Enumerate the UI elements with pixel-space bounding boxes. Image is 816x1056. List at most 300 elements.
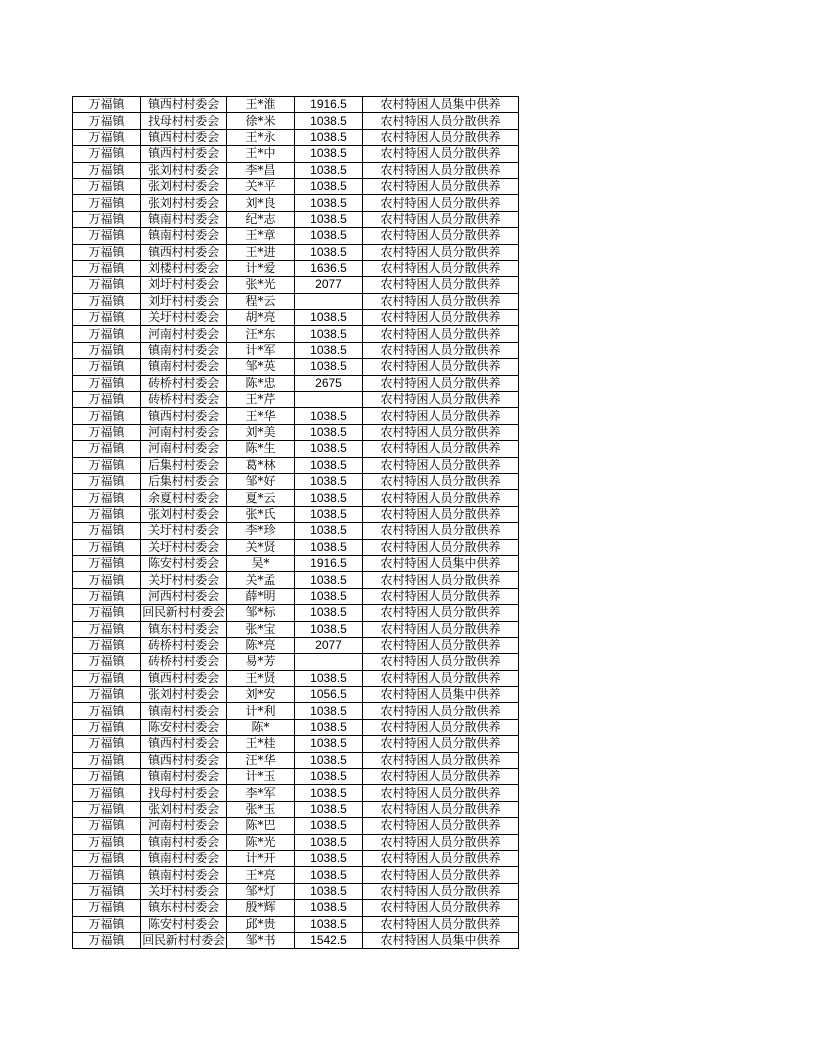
support-type-cell[interactable]: 农村特困人员分散供养	[363, 228, 519, 244]
town-cell[interactable]: 万福镇	[73, 555, 141, 571]
table-row	[73, 621, 519, 637]
name-cell[interactable]: 王*亮	[227, 867, 295, 883]
amount-cell[interactable]: 1038.5	[295, 900, 363, 916]
name-cell[interactable]: 王*华	[227, 408, 295, 424]
name-cell[interactable]: 陈*亮	[227, 637, 295, 653]
support-type-cell[interactable]: 农村特困人员集中供养	[363, 687, 519, 703]
table-row	[73, 195, 519, 211]
village-cell[interactable]: 镇西村村委会	[141, 670, 227, 686]
support-type-cell[interactable]: 农村特困人员分散供养	[363, 736, 519, 752]
amount-cell[interactable]: 1038.5	[295, 539, 363, 555]
amount-cell[interactable]: 1038.5	[295, 178, 363, 194]
name-cell[interactable]: 陈*	[227, 719, 295, 735]
support-type-cell[interactable]: 农村特困人员分散供养	[363, 572, 519, 588]
town-cell[interactable]: 万福镇	[73, 424, 141, 440]
name-cell[interactable]: 邹*标	[227, 605, 295, 621]
village-cell[interactable]: 张刘村村委会	[141, 162, 227, 178]
amount-cell[interactable]: 1038.5	[295, 785, 363, 801]
name-cell[interactable]: 葛*林	[227, 457, 295, 473]
name-cell[interactable]: 关*孟	[227, 572, 295, 588]
table-row	[73, 834, 519, 850]
village-cell[interactable]: 张刘村村委会	[141, 178, 227, 194]
village-cell[interactable]: 镇西村村委会	[141, 97, 227, 113]
town-cell[interactable]: 万福镇	[73, 162, 141, 178]
support-type-cell[interactable]: 农村特困人员分散供养	[363, 670, 519, 686]
amount-cell[interactable]: 1038.5	[295, 850, 363, 866]
name-cell[interactable]: 李*昌	[227, 162, 295, 178]
town-cell[interactable]: 万福镇	[73, 850, 141, 866]
support-type-cell[interactable]: 农村特困人员分散供养	[363, 162, 519, 178]
amount-cell[interactable]: 2077	[295, 277, 363, 293]
village-cell[interactable]: 陈安村村委会	[141, 916, 227, 932]
village-cell[interactable]: 刘楼村村委会	[141, 260, 227, 276]
village-cell[interactable]: 张刘村村委会	[141, 801, 227, 817]
amount-cell[interactable]: 1038.5	[295, 441, 363, 457]
table-row	[73, 473, 519, 489]
amount-cell[interactable]: 1038.5	[295, 408, 363, 424]
table-row	[73, 752, 519, 768]
village-cell[interactable]: 河西村村委会	[141, 588, 227, 604]
support-type-cell[interactable]: 农村特困人员分散供养	[363, 605, 519, 621]
amount-cell[interactable]: 1038.5	[295, 670, 363, 686]
table-row	[73, 785, 519, 801]
town-cell[interactable]: 万福镇	[73, 932, 141, 948]
town-cell[interactable]: 万福镇	[73, 277, 141, 293]
table-row	[73, 588, 519, 604]
amount-cell[interactable]: 1636.5	[295, 260, 363, 276]
amount-cell[interactable]: 1038.5	[295, 621, 363, 637]
town-cell[interactable]: 万福镇	[73, 637, 141, 653]
name-cell[interactable]: 邹*灯	[227, 883, 295, 899]
village-cell[interactable]: 陈安村村委会	[141, 555, 227, 571]
support-type-cell[interactable]: 农村特困人员分散供养	[363, 195, 519, 211]
table-row	[73, 867, 519, 883]
table-row	[73, 850, 519, 866]
amount-cell[interactable]: 1056.5	[295, 687, 363, 703]
amount-cell[interactable]: 1038.5	[295, 605, 363, 621]
town-cell[interactable]: 万福镇	[73, 769, 141, 785]
table-row	[73, 392, 519, 408]
support-type-cell[interactable]: 农村特困人员分散供养	[363, 752, 519, 768]
town-cell[interactable]: 万福镇	[73, 146, 141, 162]
amount-cell[interactable]: 1038.5	[295, 211, 363, 227]
town-cell[interactable]: 万福镇	[73, 244, 141, 260]
town-cell[interactable]: 万福镇	[73, 539, 141, 555]
village-cell[interactable]: 砖桥村村委会	[141, 375, 227, 391]
village-cell[interactable]: 河南村村委会	[141, 326, 227, 342]
name-cell[interactable]: 张*氏	[227, 506, 295, 522]
table-row	[73, 244, 519, 260]
village-cell[interactable]: 张刘村村委会	[141, 687, 227, 703]
name-cell[interactable]: 王*永	[227, 129, 295, 145]
support-type-cell[interactable]: 农村特困人员分散供养	[363, 719, 519, 735]
amount-cell[interactable]: 1038.5	[295, 228, 363, 244]
town-cell[interactable]: 万福镇	[73, 392, 141, 408]
table-row	[73, 883, 519, 899]
name-cell[interactable]: 计*利	[227, 703, 295, 719]
town-cell[interactable]: 万福镇	[73, 605, 141, 621]
table-row	[73, 97, 519, 113]
town-cell[interactable]: 万福镇	[73, 801, 141, 817]
table-row	[73, 146, 519, 162]
support-type-cell[interactable]: 农村特困人员分散供养	[363, 310, 519, 326]
table-row	[73, 326, 519, 342]
town-cell[interactable]: 万福镇	[73, 260, 141, 276]
table-row	[73, 211, 519, 227]
amount-cell[interactable]: 1038.5	[295, 719, 363, 735]
name-cell[interactable]: 刘*良	[227, 195, 295, 211]
village-cell[interactable]: 回民新村村委会	[142, 933, 225, 948]
support-type-cell[interactable]: 农村特困人员分散供养	[363, 342, 519, 358]
amount-cell[interactable]: 1038.5	[295, 490, 363, 506]
amount-cell[interactable]	[295, 293, 363, 309]
town-cell[interactable]: 万福镇	[73, 654, 141, 670]
support-type-cell[interactable]: 农村特困人员分散供养	[363, 408, 519, 424]
village-cell[interactable]: 关圩村村委会	[141, 883, 227, 899]
support-type-cell[interactable]: 农村特困人员分散供养	[363, 523, 519, 539]
town-cell[interactable]: 万福镇	[73, 310, 141, 326]
support-type-cell[interactable]: 农村特困人员分散供养	[363, 850, 519, 866]
amount-cell[interactable]: 1916.5	[295, 97, 363, 113]
name-cell[interactable]: 汪*东	[227, 326, 295, 342]
support-type-cell[interactable]: 农村特困人员分散供养	[363, 867, 519, 883]
village-cell[interactable]: 镇西村村委会	[141, 146, 227, 162]
town-cell[interactable]: 万福镇	[73, 572, 141, 588]
support-type-cell[interactable]: 农村特困人员分散供养	[363, 588, 519, 604]
table-row	[73, 359, 519, 375]
town-cell[interactable]: 万福镇	[73, 457, 141, 473]
table-row	[73, 637, 519, 653]
support-type-cell[interactable]: 农村特困人员分散供养	[363, 703, 519, 719]
village-cell[interactable]: 镇西村村委会	[141, 408, 227, 424]
support-type-cell[interactable]: 农村特困人员分散供养	[363, 260, 519, 276]
table-row	[73, 539, 519, 555]
support-type-cell[interactable]: 农村特困人员分散供养	[363, 916, 519, 932]
amount-cell[interactable]: 1038.5	[295, 342, 363, 358]
village-cell[interactable]: 刘圩村村委会	[141, 293, 227, 309]
name-cell[interactable]: 王*淮	[227, 97, 295, 113]
amount-cell[interactable]: 2675	[295, 375, 363, 391]
town-cell[interactable]: 万福镇	[73, 178, 141, 194]
village-cell[interactable]: 镇西村村委会	[141, 244, 227, 260]
amount-cell[interactable]: 1038.5	[295, 834, 363, 850]
town-cell[interactable]: 万福镇	[73, 441, 141, 457]
town-cell[interactable]: 万福镇	[73, 818, 141, 834]
name-cell[interactable]: 薛*明	[227, 588, 295, 604]
support-type-cell[interactable]: 农村特困人员分散供养	[363, 785, 519, 801]
support-type-cell[interactable]: 农村特困人员分散供养	[363, 654, 519, 670]
support-type-cell[interactable]: 农村特困人员分散供养	[363, 129, 519, 145]
village-cell[interactable]: 镇东村村委会	[141, 621, 227, 637]
amount-cell[interactable]: 1038.5	[295, 359, 363, 375]
support-type-cell[interactable]: 农村特困人员分散供养	[363, 211, 519, 227]
village-cell[interactable]: 镇南村村委会	[141, 850, 227, 866]
name-cell[interactable]: 王*桂	[227, 736, 295, 752]
support-type-cell[interactable]: 农村特困人员分散供养	[363, 818, 519, 834]
village-cell[interactable]: 镇南村村委会	[141, 867, 227, 883]
name-cell[interactable]: 关*贤	[227, 539, 295, 555]
support-type-cell[interactable]: 农村特困人员分散供养	[363, 506, 519, 522]
village-cell[interactable]: 镇东村村委会	[141, 900, 227, 916]
support-type-cell[interactable]: 农村特困人员分散供养	[363, 473, 519, 489]
name-cell[interactable]: 计*玉	[227, 769, 295, 785]
village-cell[interactable]: 镇南村村委会	[141, 211, 227, 227]
amount-cell[interactable]: 1038.5	[295, 916, 363, 932]
support-type-cell[interactable]: 农村特困人员分散供养	[363, 900, 519, 916]
support-type-cell[interactable]: 农村特困人员分散供养	[363, 637, 519, 653]
village-cell[interactable]: 镇南村村委会	[141, 359, 227, 375]
table-row	[73, 769, 519, 785]
name-cell[interactable]: 张*玉	[227, 801, 295, 817]
support-type-cell[interactable]: 农村特困人员分散供养	[363, 834, 519, 850]
village-cell[interactable]: 砖桥村村委会	[141, 654, 227, 670]
village-cell[interactable]: 关圩村村委会	[141, 539, 227, 555]
town-cell[interactable]: 万福镇	[73, 523, 141, 539]
name-cell[interactable]: 陈*光	[227, 834, 295, 850]
village-cell[interactable]: 张刘村村委会	[141, 506, 227, 522]
amount-cell[interactable]	[295, 654, 363, 670]
amount-cell[interactable]: 1038.5	[295, 818, 363, 834]
table-row	[73, 801, 519, 817]
town-cell[interactable]: 万福镇	[73, 506, 141, 522]
name-cell[interactable]: 夏*云	[227, 490, 295, 506]
town-cell[interactable]: 万福镇	[73, 326, 141, 342]
town-cell[interactable]: 万福镇	[73, 408, 141, 424]
table-row	[73, 228, 519, 244]
village-cell[interactable]: 镇南村村委会	[141, 228, 227, 244]
village-cell[interactable]: 刘圩村村委会	[141, 277, 227, 293]
name-cell[interactable]: 刘*美	[227, 424, 295, 440]
amount-cell[interactable]: 1038.5	[295, 867, 363, 883]
amount-cell[interactable]: 1038.5	[295, 752, 363, 768]
town-cell[interactable]: 万福镇	[73, 916, 141, 932]
table-row	[73, 719, 519, 735]
support-type-cell[interactable]: 农村特困人员分散供养	[363, 326, 519, 342]
village-cell[interactable]: 张刘村村委会	[141, 195, 227, 211]
town-cell[interactable]: 万福镇	[73, 113, 141, 129]
village-cell[interactable]: 镇南村村委会	[141, 834, 227, 850]
table-row	[73, 932, 519, 948]
village-cell[interactable]: 关圩村村委会	[141, 523, 227, 539]
name-cell[interactable]: 李*珍	[227, 523, 295, 539]
table-row	[73, 506, 519, 522]
name-cell[interactable]: 程*云	[227, 293, 295, 309]
town-cell[interactable]: 万福镇	[73, 473, 141, 489]
amount-cell[interactable]: 1038.5	[295, 572, 363, 588]
amount-cell[interactable]: 1038.5	[295, 326, 363, 342]
support-type-cell[interactable]: 农村特困人员分散供养	[363, 769, 519, 785]
name-cell[interactable]: 邱*贵	[227, 916, 295, 932]
village-cell[interactable]: 镇南村村委会	[141, 342, 227, 358]
amount-cell[interactable]: 1038.5	[295, 244, 363, 260]
amount-cell[interactable]: 1038.5	[295, 457, 363, 473]
support-type-cell[interactable]: 农村特困人员分散供养	[363, 375, 519, 391]
name-cell[interactable]: 关*平	[227, 178, 295, 194]
table-row	[73, 523, 519, 539]
town-cell[interactable]: 万福镇	[73, 719, 141, 735]
town-cell[interactable]: 万福镇	[73, 293, 141, 309]
name-cell[interactable]: 计*开	[227, 850, 295, 866]
name-cell[interactable]: 王*进	[227, 244, 295, 260]
name-cell[interactable]: 王*中	[227, 146, 295, 162]
name-cell[interactable]: 吴*	[227, 555, 295, 571]
name-cell[interactable]: 计*爱	[227, 260, 295, 276]
town-cell[interactable]: 万福镇	[73, 867, 141, 883]
town-cell[interactable]: 万福镇	[73, 752, 141, 768]
name-cell[interactable]: 李*军	[227, 785, 295, 801]
town-cell[interactable]: 万福镇	[73, 228, 141, 244]
village-cell[interactable]: 镇西村村委会	[141, 736, 227, 752]
support-type-cell[interactable]: 农村特困人员分散供养	[363, 359, 519, 375]
town-cell[interactable]: 万福镇	[73, 211, 141, 227]
name-cell[interactable]: 张*宝	[227, 621, 295, 637]
amount-cell[interactable]: 1038.5	[295, 769, 363, 785]
support-type-cell[interactable]: 农村特困人员分散供养	[363, 178, 519, 194]
village-cell[interactable]: 找母村村委会	[141, 113, 227, 129]
table-row	[73, 375, 519, 391]
support-type-cell[interactable]: 农村特困人员分散供养	[363, 441, 519, 457]
amount-cell[interactable]: 1038.5	[295, 129, 363, 145]
amount-cell[interactable]: 1916.5	[295, 555, 363, 571]
support-type-cell[interactable]: 农村特困人员分散供养	[363, 113, 519, 129]
village-cell[interactable]: 砖桥村村委会	[141, 637, 227, 653]
village-cell[interactable]: 关圩村村委会	[141, 572, 227, 588]
support-type-cell[interactable]: 农村特困人员分散供养	[363, 883, 519, 899]
table-row	[73, 293, 519, 309]
name-cell[interactable]: 徐*米	[227, 113, 295, 129]
town-cell[interactable]: 万福镇	[73, 687, 141, 703]
name-cell[interactable]: 陈*忠	[227, 375, 295, 391]
name-cell[interactable]: 邹*英	[227, 359, 295, 375]
town-cell[interactable]: 万福镇	[73, 359, 141, 375]
name-cell[interactable]: 纪*志	[227, 211, 295, 227]
amount-cell[interactable]: 1542.5	[295, 932, 363, 948]
amount-cell[interactable]: 1038.5	[295, 146, 363, 162]
amount-cell[interactable]: 1038.5	[295, 736, 363, 752]
name-cell[interactable]: 胡*亮	[227, 310, 295, 326]
support-type-cell[interactable]: 农村特困人员分散供养	[363, 392, 519, 408]
amount-cell[interactable]: 1038.5	[295, 588, 363, 604]
name-cell[interactable]: 张*光	[227, 277, 295, 293]
support-type-cell[interactable]: 农村特困人员分散供养	[363, 539, 519, 555]
town-cell[interactable]: 万福镇	[73, 883, 141, 899]
village-cell[interactable]: 镇南村村委会	[141, 769, 227, 785]
support-type-cell[interactable]: 农村特困人员分散供养	[363, 801, 519, 817]
table-row	[73, 654, 519, 670]
town-cell[interactable]: 万福镇	[73, 736, 141, 752]
table-row	[73, 670, 519, 686]
name-cell[interactable]: 王*芹	[227, 392, 295, 408]
village-cell[interactable]: 镇南村村委会	[141, 703, 227, 719]
table-row	[73, 162, 519, 178]
name-cell[interactable]: 王*贤	[227, 670, 295, 686]
support-type-cell[interactable]: 农村特困人员集中供养	[363, 555, 519, 571]
village-cell[interactable]: 后集村村委会	[141, 457, 227, 473]
table-row	[73, 441, 519, 457]
amount-cell[interactable]: 1038.5	[295, 703, 363, 719]
support-type-cell[interactable]: 农村特困人员分散供养	[363, 277, 519, 293]
support-type-cell[interactable]: 农村特困人员分散供养	[363, 490, 519, 506]
town-cell[interactable]: 万福镇	[73, 129, 141, 145]
town-cell[interactable]: 万福镇	[73, 342, 141, 358]
amount-cell[interactable]: 1038.5	[295, 424, 363, 440]
village-cell[interactable]: 河南村村委会	[141, 818, 227, 834]
town-cell[interactable]: 万福镇	[73, 375, 141, 391]
name-cell[interactable]: 邹*书	[227, 932, 295, 948]
name-cell[interactable]: 王*章	[227, 228, 295, 244]
table-row	[73, 457, 519, 473]
village-cell[interactable]: 回民新村村委会	[142, 605, 225, 620]
amount-cell[interactable]	[295, 392, 363, 408]
amount-cell[interactable]: 1038.5	[295, 195, 363, 211]
town-cell[interactable]: 万福镇	[73, 834, 141, 850]
table-row	[73, 490, 519, 506]
town-cell[interactable]: 万福镇	[73, 490, 141, 506]
amount-cell[interactable]: 2077	[295, 637, 363, 653]
village-cell[interactable]: 镇西村村委会	[141, 752, 227, 768]
town-cell[interactable]: 万福镇	[73, 703, 141, 719]
support-type-cell[interactable]: 农村特困人员分散供养	[363, 424, 519, 440]
town-cell[interactable]: 万福镇	[73, 670, 141, 686]
village-cell[interactable]: 镇西村村委会	[141, 129, 227, 145]
village-cell[interactable]: 关圩村村委会	[141, 310, 227, 326]
table-row	[73, 572, 519, 588]
table-row	[73, 687, 519, 703]
support-type-cell[interactable]: 农村特困人员集中供养	[363, 932, 519, 948]
name-cell[interactable]: 汪*华	[227, 752, 295, 768]
support-type-cell[interactable]: 农村特困人员分散供养	[363, 457, 519, 473]
table-row	[73, 736, 519, 752]
village-cell[interactable]: 后集村村委会	[141, 473, 227, 489]
village-cell[interactable]: 砖桥村村委会	[141, 392, 227, 408]
town-cell[interactable]: 万福镇	[73, 785, 141, 801]
name-cell[interactable]: 殷*辉	[227, 900, 295, 916]
town-cell[interactable]: 万福镇	[73, 900, 141, 916]
village-cell[interactable]: 河南村村委会	[141, 441, 227, 457]
town-cell[interactable]: 万福镇	[73, 195, 141, 211]
amount-cell[interactable]: 1038.5	[295, 801, 363, 817]
town-cell[interactable]: 万福镇	[73, 588, 141, 604]
name-cell[interactable]: 计*军	[227, 342, 295, 358]
name-cell[interactable]: 邹*好	[227, 473, 295, 489]
amount-cell[interactable]: 1038.5	[295, 506, 363, 522]
village-cell[interactable]: 找母村村委会	[141, 785, 227, 801]
support-type-cell[interactable]: 农村特困人员分散供养	[363, 244, 519, 260]
support-type-cell[interactable]: 农村特困人员分散供养	[363, 293, 519, 309]
support-type-cell[interactable]: 农村特困人员集中供养	[363, 97, 519, 113]
table-row	[73, 178, 519, 194]
amount-cell[interactable]: 1038.5	[295, 310, 363, 326]
town-cell[interactable]: 万福镇	[73, 621, 141, 637]
support-type-cell[interactable]: 农村特困人员分散供养	[363, 621, 519, 637]
town-cell[interactable]: 万福镇	[73, 97, 141, 113]
amount-cell[interactable]: 1038.5	[295, 523, 363, 539]
name-cell[interactable]: 易*芳	[227, 654, 295, 670]
amount-cell[interactable]: 1038.5	[295, 883, 363, 899]
name-cell[interactable]: 刘*安	[227, 687, 295, 703]
name-cell[interactable]: 陈*巴	[227, 818, 295, 834]
village-cell[interactable]: 陈安村村委会	[141, 719, 227, 735]
name-cell[interactable]: 陈*生	[227, 441, 295, 457]
village-cell[interactable]: 余夏村村委会	[141, 490, 227, 506]
support-type-cell[interactable]: 农村特困人员分散供养	[363, 146, 519, 162]
table-row	[73, 605, 519, 621]
records-table	[72, 96, 519, 949]
amount-cell[interactable]: 1038.5	[295, 113, 363, 129]
amount-cell[interactable]: 1038.5	[295, 162, 363, 178]
village-cell[interactable]: 河南村村委会	[141, 424, 227, 440]
amount-cell[interactable]: 1038.5	[295, 473, 363, 489]
